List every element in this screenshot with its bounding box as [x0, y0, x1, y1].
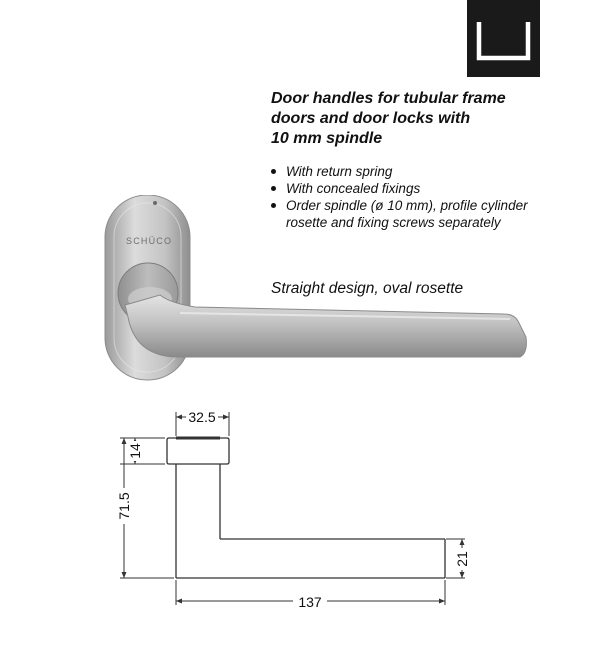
dimension-height-lever: 21: [454, 551, 470, 567]
dimension-width-top: 32.5: [188, 409, 216, 425]
heading-line-2: doors and door locks with: [271, 110, 471, 127]
heading-line-3: 10 mm spindle: [271, 130, 383, 147]
door-handle-photo: [100, 195, 540, 385]
product-category-icon: [467, 0, 540, 77]
feature-item: [268, 163, 588, 180]
heading-line-1: Door handles for tubular frame: [271, 90, 506, 107]
bullet-icon: [271, 186, 276, 191]
dimension-length: 137: [298, 594, 322, 610]
feature-text: Order spindle (ø 10 mm), profile cylinder: [286, 198, 528, 213]
dimension-height-total: 71.5: [116, 492, 132, 520]
design-subtitle: Straight design, oval rosette: [271, 280, 464, 297]
brand-engraving: SCHÜCO: [126, 236, 173, 246]
dimension-drawing: [100, 400, 480, 615]
bullet-icon: [271, 169, 276, 174]
dimension-height-top: 14: [127, 443, 143, 459]
product-heading: [271, 89, 571, 149]
feature-text: With concealed fixings: [286, 181, 421, 196]
feature-text: rosette and fixing screws separately: [286, 215, 501, 230]
feature-text: With return spring: [286, 164, 393, 179]
